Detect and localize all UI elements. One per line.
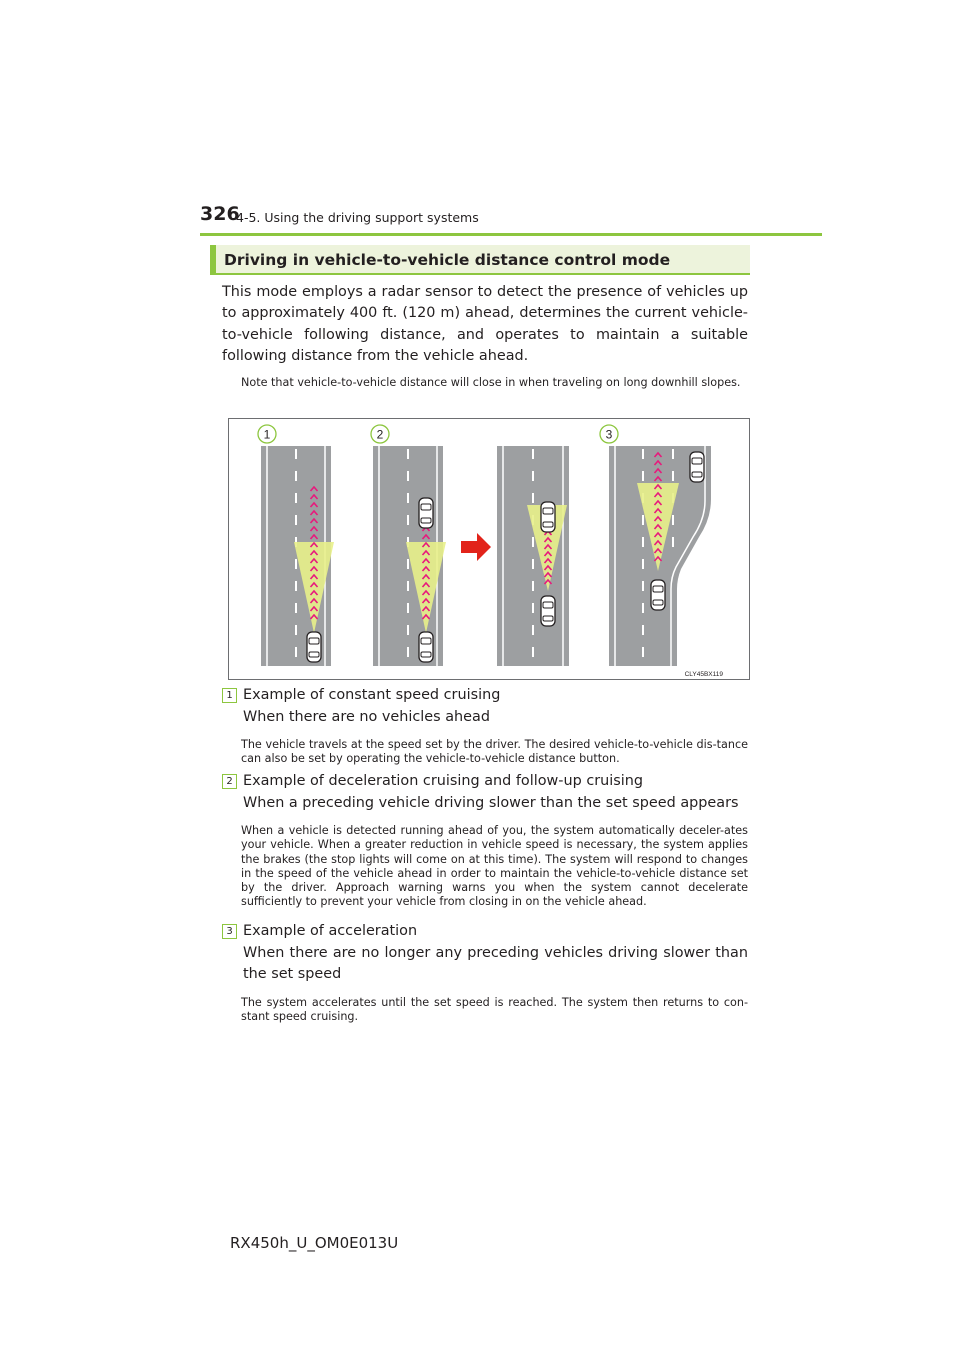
merging-car-scene-3 [690, 452, 704, 482]
marker-2-label: 2 [376, 427, 384, 442]
diagram-marker-3 [600, 425, 618, 443]
item-2-number: 2 [222, 774, 237, 789]
item-1-title: Example of constant speed cruising [243, 687, 501, 703]
footer-model-code: RX450h_U_OM0E013U [230, 1234, 399, 1252]
diagram-marker-2 [371, 425, 389, 443]
own-car-scene-1 [307, 632, 321, 662]
preceding-car-scene-2 [419, 498, 433, 528]
section-title: 4-5. Using the driving support systems [236, 210, 479, 225]
item-2-description: When a vehicle is detected running ahead of you, the system automatically deceler-ates your vehicle. When a greater reduction in vehicle speed is necessary, the system applies the brakes (the stop lights will come on at this time). The system will respond to changes in the speed of the vehicle ahead in order to maintain the vehicle-to-vehicle distance set by the driver. Approach warning warns you when the system cannot decelerate sufficiently to prevent your vehicle from closing in on the vehicle ahead. [241, 824, 748, 909]
intro-paragraph: This mode employs a radar sensor to detect the presence of vehicles up to approximately 400 ft. (120 m) ahead, determines the current vehicle-to-vehicle following distance, and operates to maintain a suitable following distance from the vehicle ahead. [222, 284, 748, 365]
radar-cruise-diagram [228, 418, 750, 680]
item-3-number: 3 [222, 924, 237, 939]
page-number: 326 [200, 203, 240, 225]
heading-accent [210, 245, 216, 275]
item-1-subtitle: When there are no vehicles ahead [243, 709, 490, 725]
item-2-title: Example of deceleration cruising and follow-up cruising [243, 773, 644, 789]
header-rule [200, 233, 822, 236]
transition-arrow [461, 533, 491, 561]
item-1-number: 1 [222, 688, 237, 703]
section-heading: Driving in vehicle-to-vehicle distance control mode [224, 251, 671, 269]
marker-3-label: 3 [605, 427, 613, 442]
own-car-scene-2 [419, 632, 433, 662]
item-3-subtitle: When there are no longer any preceding vehicles driving slower than the set speed [243, 945, 748, 983]
item-2-subtitle: When a preceding vehicle driving slower than the set speed appears [243, 795, 739, 811]
item-3-description: The system accelerates until the set speed is reached. The system then returns to con-stant speed cruising. [241, 996, 748, 1024]
note-paragraph: Note that vehicle-to-vehicle distance will close in when traveling on long downhill slopes. [241, 376, 741, 389]
preceding-car-scene-2b [541, 502, 555, 532]
item-1-description: The vehicle travels at the speed set by the driver. The desired vehicle-to-vehicle dis-tance can also be set by operating the vehicle-to-vehicle distance button. [241, 738, 748, 766]
own-car-scene-2b [541, 596, 555, 626]
diagram-svg [229, 419, 749, 679]
diagram-code: CLY45BX119 [684, 671, 723, 678]
marker-1-label: 1 [263, 427, 271, 442]
own-car-scene-3 [651, 580, 665, 610]
item-3-title: Example of acceleration [243, 923, 418, 939]
diagram-marker-1 [258, 425, 276, 443]
